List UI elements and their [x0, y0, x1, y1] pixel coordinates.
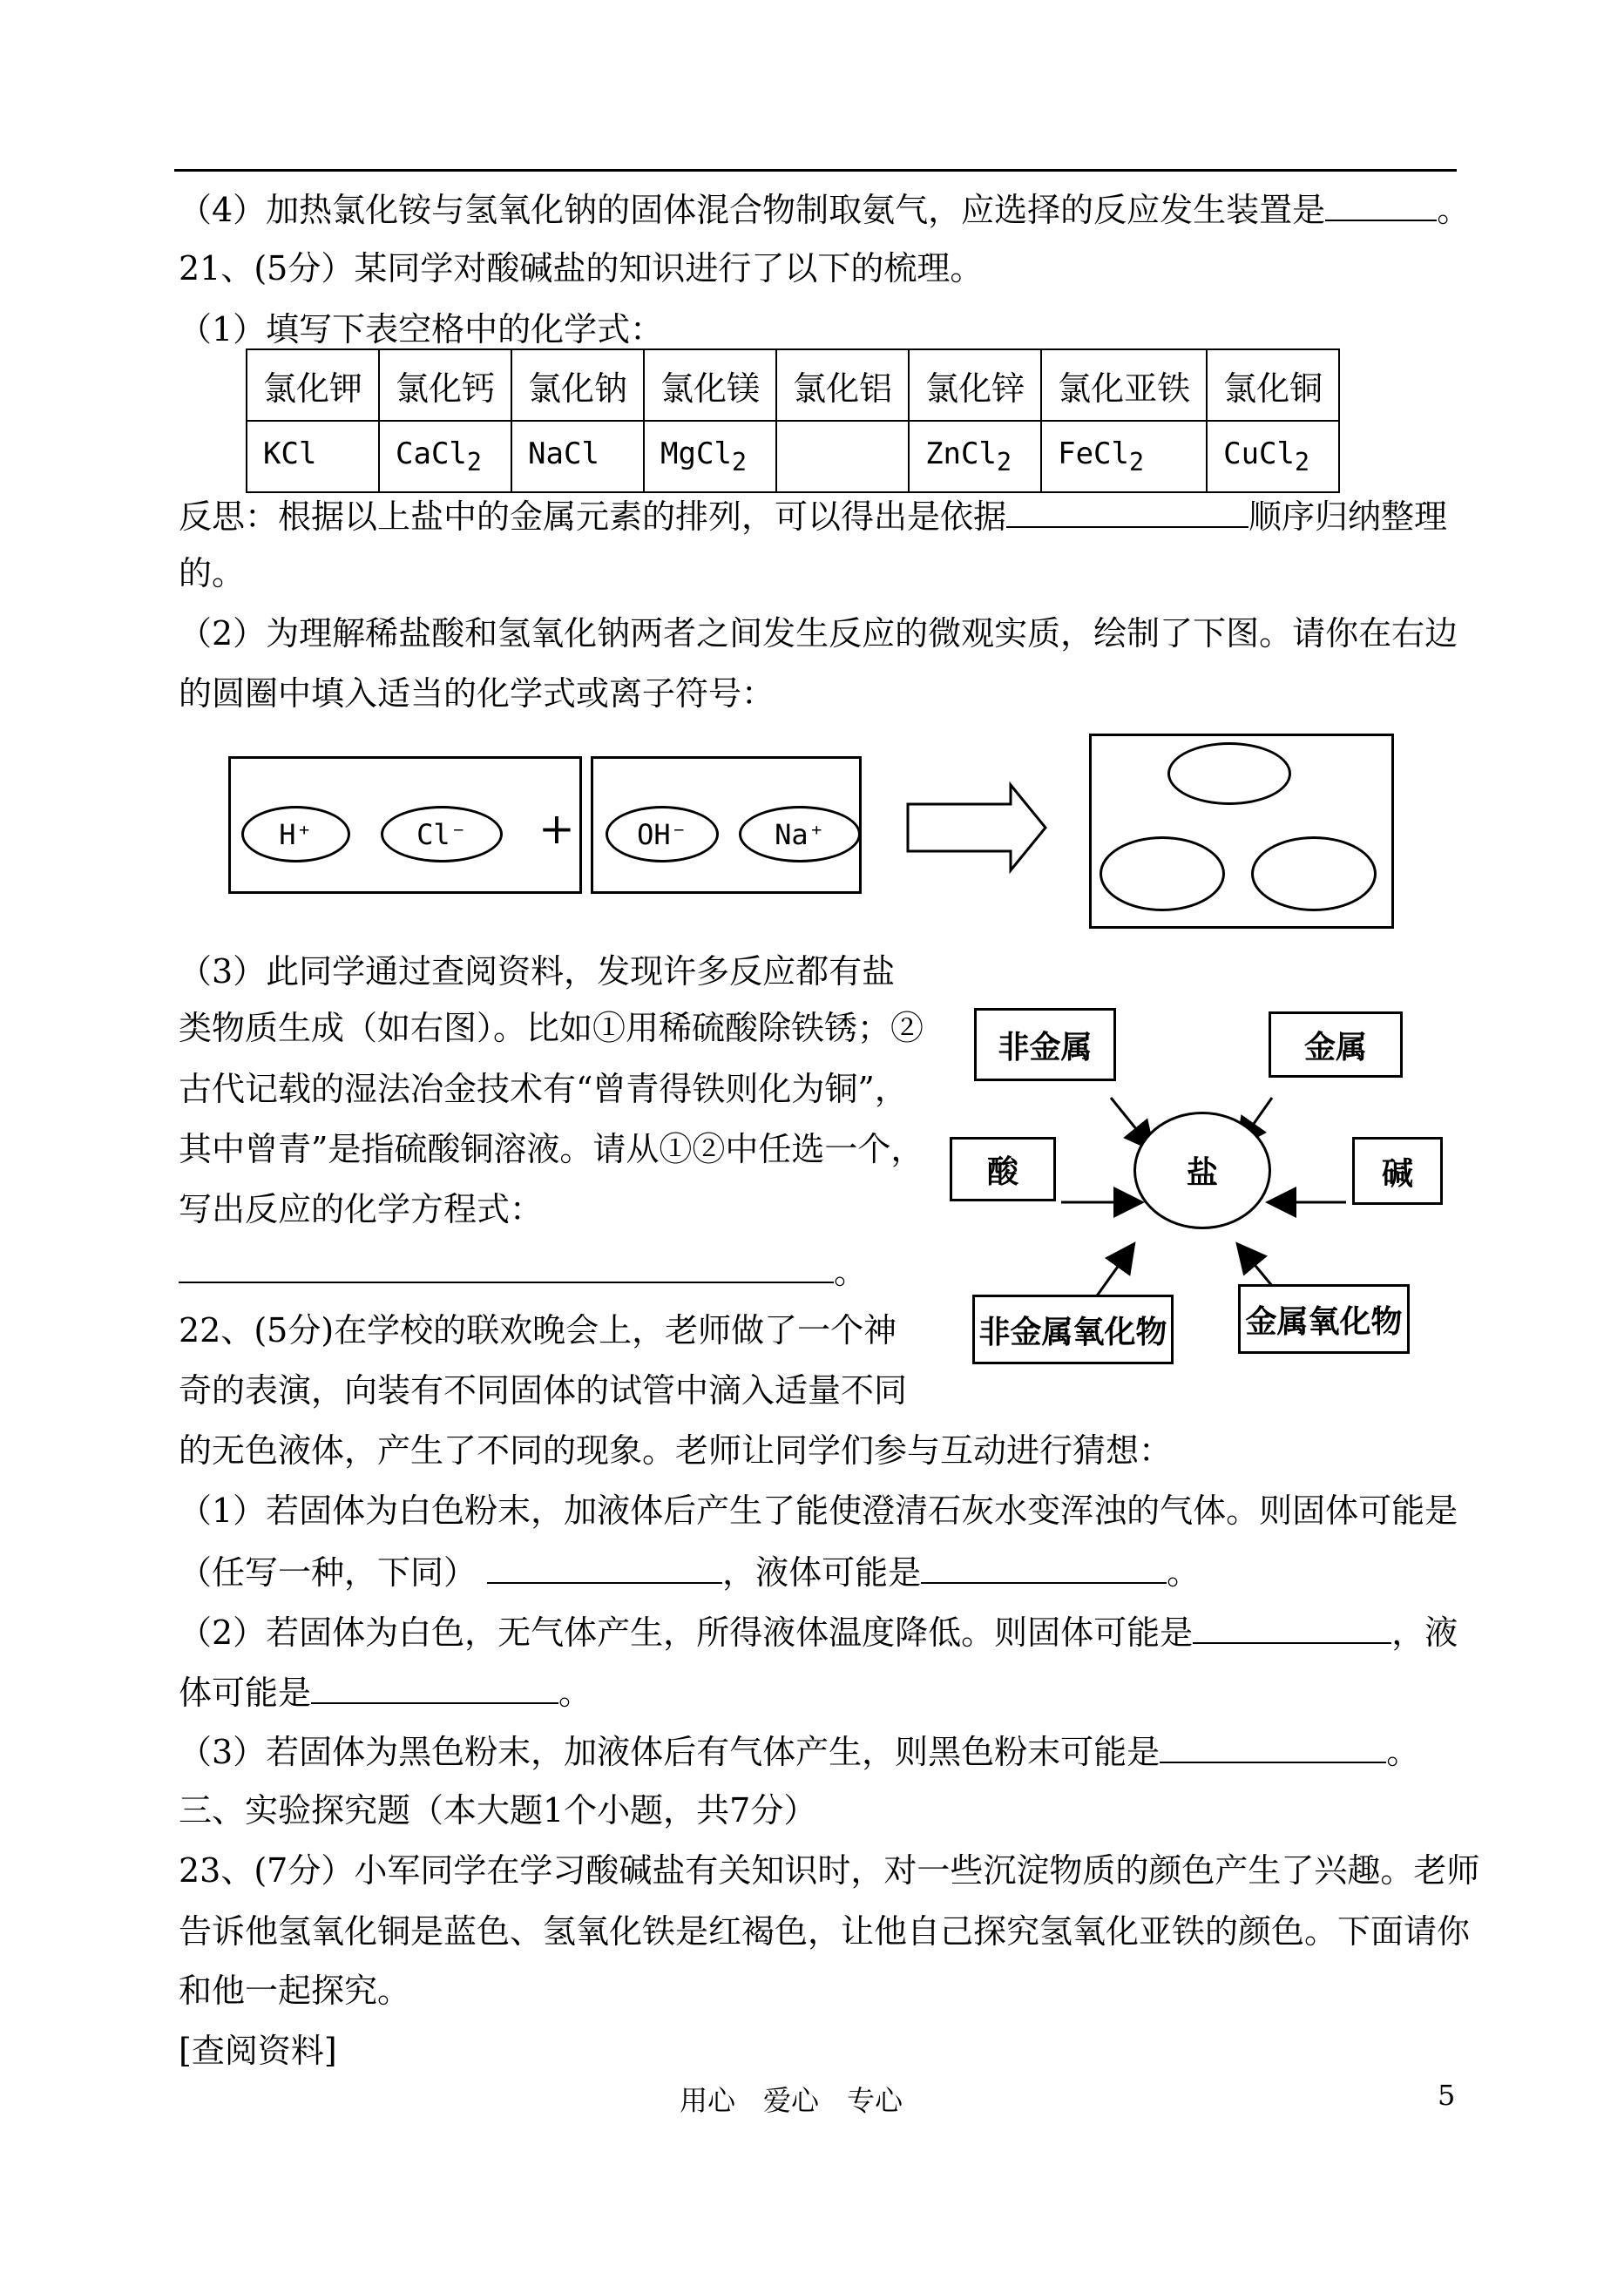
node-nonmetal-oxide: 非金属氧化物 [972, 1295, 1174, 1364]
q22-title-l3: 的无色液体，产生了不同的现象。老师让同学们参与互动进行猜想： [179, 1431, 1173, 1470]
formula-cell: CaCl$_2$ [379, 421, 511, 492]
formula-cell: FeCl$_2$ [1041, 421, 1207, 492]
q22-part1-cont: （任写一种，下同） ，液体可能是 。 [179, 1549, 1459, 1594]
q22-part2-cont: 体可能是 。 [179, 1669, 1459, 1715]
q22-title-l1: 22、(5分)在学校的联欢晚会上，老师做了一个神 [179, 1311, 897, 1349]
table-cell: 氯化铜 [1207, 349, 1339, 421]
formula-cell: KCl [247, 421, 379, 492]
answer-blank[interactable] [921, 1549, 1167, 1584]
q22-part2: （2）若固体为白色，无气体产生，所得液体温度降低。则固体可能是 ，液 [179, 1609, 1459, 1654]
table-cell: 氯化铝 [776, 349, 909, 421]
table-row-formulas [247, 421, 1339, 492]
q21-part1: （1）填写下表空格中的化学式： [179, 310, 664, 348]
answer-blank[interactable] [1160, 1728, 1386, 1763]
header-rule [174, 169, 1457, 172]
ion-h: H⁺ [241, 806, 350, 862]
product-circle-right[interactable] [1251, 836, 1377, 911]
page-number: 5 [1438, 2079, 1456, 2112]
table-cell: 氯化钙 [379, 349, 511, 421]
formula-cell: CuCl$_2$ [1207, 421, 1339, 492]
q23-l4: [查阅资料] [179, 2032, 337, 2070]
ion-na: Na⁺ [739, 806, 861, 862]
q23-l3: 和他一起探究。 [179, 1972, 411, 2010]
q22-part1: （1）若固体为白色粉末，加液体后产生了能使澄清石灰水变浑浊的气体。则固体可能是 [179, 1491, 1458, 1530]
q20-part4: （4）加热氯化铵与氢氧化钠的固体混合物制取氨气，应选择的反应发生装置是 。 [179, 186, 1459, 232]
formula-answer-cell[interactable] [776, 421, 909, 492]
plus-sign: + [538, 803, 575, 854]
formula-cell: MgCl$_2$ [644, 421, 776, 492]
node-salt: 盐 [1133, 1112, 1271, 1229]
q23-l2: 告诉他氢氧化铜是蓝色、氢氧化铁是红褐色，让他自己探究氢氧化亚铁的颜色。下面请你 [179, 1912, 1471, 1951]
q21-part2: （2）为理解稀盐酸和氢氧化钠两者之间发生反应的微观实质，绘制了下图。请你在右边 [179, 614, 1458, 653]
q21-title: 21、(5分）某同学对酸碱盐的知识进行了以下的梳理。 [179, 249, 984, 287]
node-metal-oxide: 金属氧化物 [1238, 1284, 1410, 1354]
formula-cell: ZnCl$_2$ [909, 421, 1041, 492]
product-circle-top[interactable] [1167, 742, 1291, 805]
answer-blank[interactable] [1193, 1609, 1391, 1644]
q22-title-l2: 奇的表演，向装有不同固体的试管中滴入适量不同 [179, 1371, 908, 1410]
q21-part3-l3: 古代记载的湿法冶金技术有“曾青得铁则化为铜”， [179, 1070, 908, 1108]
table-cell: 氯化镁 [644, 349, 776, 421]
q22-part3: （3）若固体为黑色粉末，加液体后有气体产生，则黑色粉末可能是 。 [179, 1728, 1459, 1774]
ion-oh: OH⁻ [606, 806, 719, 862]
reaction-arrow [897, 780, 1054, 876]
chloride-table [246, 348, 1340, 493]
ion-cl: Cl⁻ [381, 806, 503, 862]
table-cell: 氯化锌 [909, 349, 1041, 421]
q21-reflection: 反思：根据以上盐中的金属元素的排列，可以得出是依据 顺序归纳整理 [179, 493, 1459, 538]
table-cell: 氯化亚铁 [1041, 349, 1207, 421]
q23-l1: 23、(7分）小军同学在学习酸碱盐有关知识时，对一些沉淀物质的颜色产生了兴趣。老师 [179, 1851, 1480, 1890]
table-row-names [247, 349, 1339, 421]
table-cell: 氯化钾 [247, 349, 379, 421]
q21-reflection-end: 的。 [179, 554, 246, 592]
q21-part3-l1: （3）此同学通过查阅资料，发现许多反应都有盐 [179, 952, 896, 991]
answer-blank[interactable] [1325, 186, 1437, 221]
q21-part3-answer: 。 [179, 1248, 1459, 1294]
answer-blank[interactable] [1006, 493, 1248, 528]
table-cell: 氯化钠 [511, 349, 644, 421]
node-metal: 金属 [1269, 1011, 1403, 1078]
section3-title: 三、实验探究题（本大题1个小题，共7分） [179, 1791, 817, 1830]
node-base: 碱 [1352, 1137, 1443, 1205]
answer-blank[interactable] [311, 1669, 558, 1704]
node-nonmetal: 非金属 [974, 1008, 1116, 1081]
q21-part3-l5: 写出反应的化学方程式： [179, 1190, 544, 1228]
equation-blank[interactable] [179, 1248, 834, 1283]
answer-blank[interactable] [487, 1549, 722, 1584]
q21-part3-l2: 类物质生成（如右图）。比如①用稀硫酸除铁锈；② [179, 1009, 924, 1047]
product-circle-left[interactable] [1100, 836, 1225, 911]
footer-motto: 用心 爱心 专心 [680, 2084, 903, 2117]
node-acid: 酸 [950, 1137, 1056, 1201]
q21-part3-l4: 其中曾青”是指硫酸铜溶液。请从①②中任选一个， [179, 1130, 924, 1168]
formula-cell: NaCl [511, 421, 644, 492]
q21-part2-cont: 的圆圈中填入适当的化学式或离子符号： [179, 674, 775, 713]
